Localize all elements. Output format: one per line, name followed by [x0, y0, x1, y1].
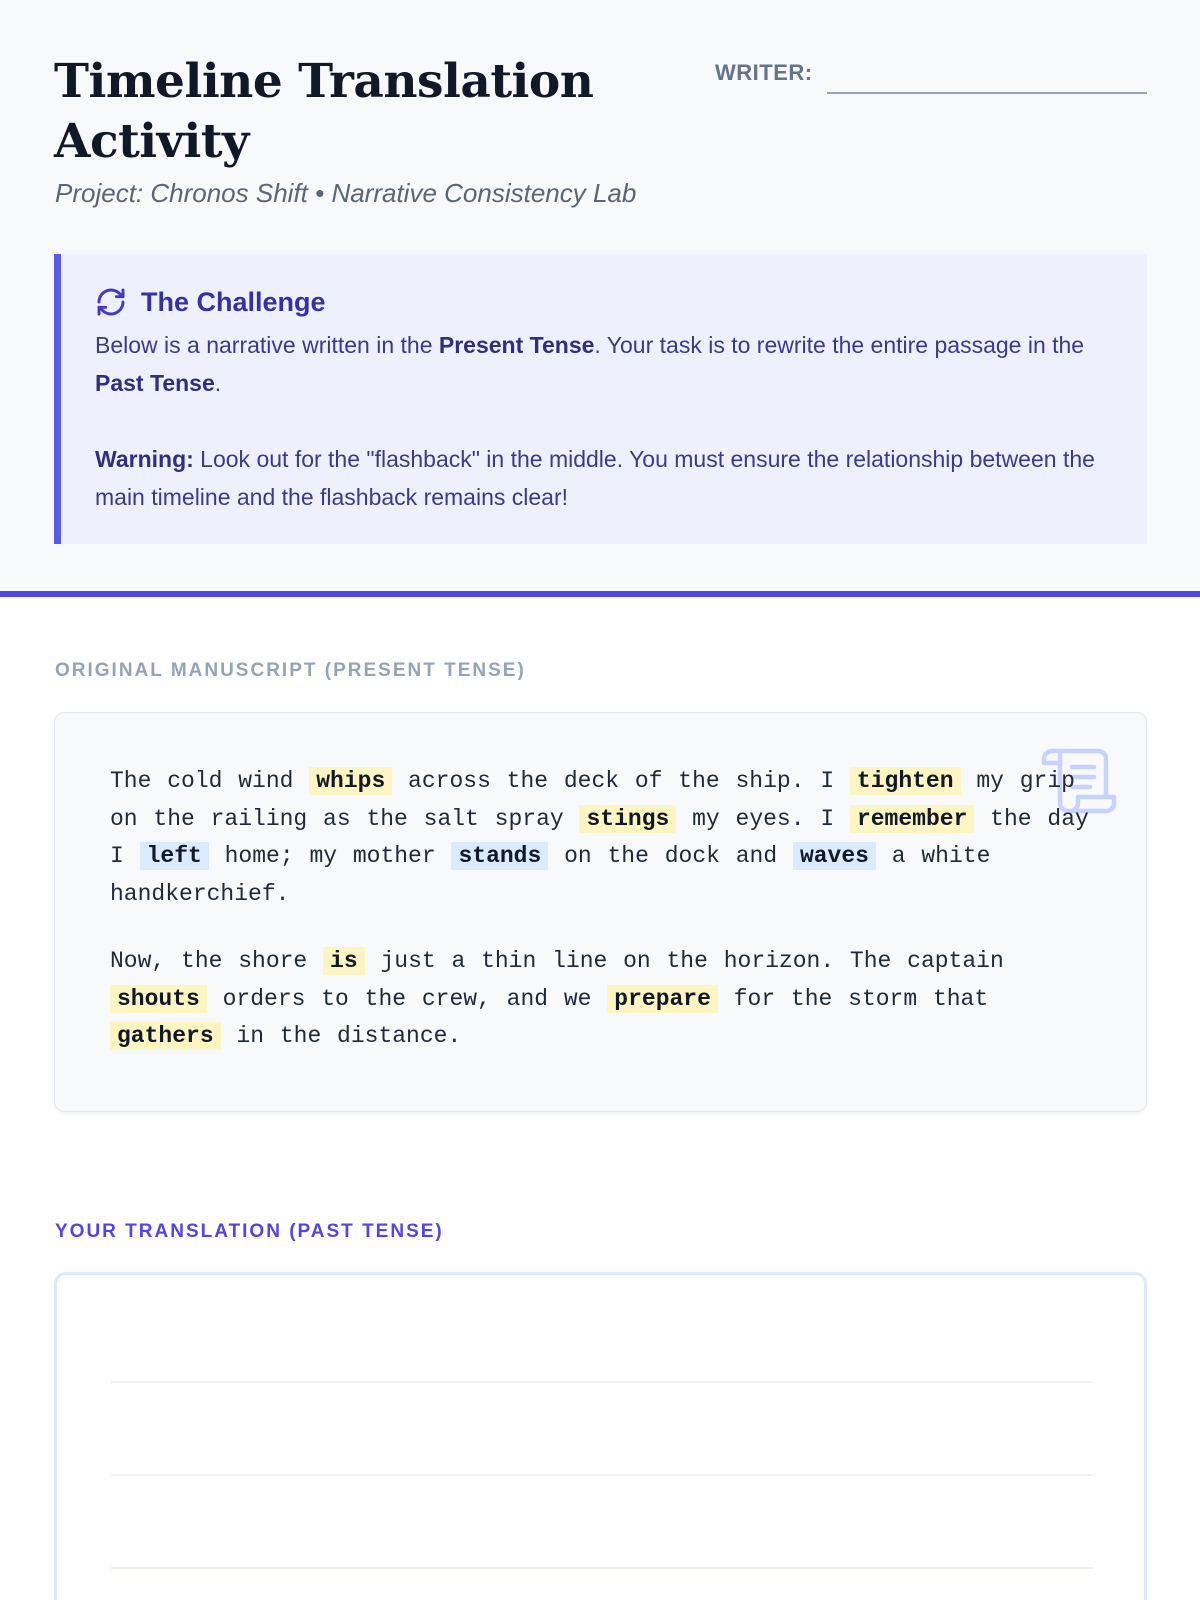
manuscript-text: the day I — [110, 805, 1089, 869]
challenge-warning — [95, 440, 1125, 516]
manuscript-text: orders to the crew, and we — [206, 985, 608, 1012]
original-section-label: ORIGINAL MANUSCRIPT (PRESENT TENSE) — [55, 660, 526, 681]
header-section — [0, 0, 1200, 597]
manuscript-text: The cold wind — [110, 768, 310, 794]
highlighted-verb: stings — [579, 805, 676, 833]
challenge-body — [95, 326, 1125, 516]
manuscript-paragraph-1 — [110, 763, 1090, 913]
highlighted-verb: gathers — [110, 1022, 221, 1050]
manuscript-text: just a thin line on the horizon. The captain — [364, 948, 1004, 974]
highlighted-verb: whips — [309, 767, 392, 795]
highlighted-verb: stands — [451, 842, 548, 870]
challenge-callout — [54, 254, 1147, 544]
writer-label: WRITER: — [715, 60, 813, 85]
intro-text: Below is a narrative written in the — [95, 332, 439, 358]
warning-text: Look out for the "flashback" in the middle. You must ensure the relationship between the main timeline and the flashback remains clear! — [95, 446, 1095, 510]
manuscript-text: Now, the shore — [110, 948, 324, 974]
challenge-header — [95, 286, 326, 318]
manuscript-text: my eyes. I — [676, 805, 850, 832]
page-title: Timeline Translation Activity — [54, 54, 594, 169]
highlighted-verb: remember — [850, 805, 974, 833]
manuscript-text: for the storm that — [717, 985, 989, 1012]
manuscript-text: on the dock and — [548, 843, 793, 869]
refresh-icon — [95, 286, 127, 318]
highlighted-verb: is — [323, 947, 365, 975]
highlighted-verb: tighten — [850, 767, 961, 795]
intro-text: . Your task is to rewrite the entire passage in the — [594, 332, 1085, 358]
manuscript-text: my grip on the railing as the salt spray — [110, 768, 1075, 832]
highlighted-verb: waves — [793, 842, 876, 870]
writing-line — [111, 1567, 1093, 1569]
manuscript-text: in the distance. — [220, 1023, 462, 1049]
highlighted-verb: prepare — [607, 985, 718, 1013]
present-tense-emphasis: Present Tense — [438, 332, 595, 358]
past-tense-emphasis: Past Tense — [95, 370, 215, 396]
intro-text: . — [214, 370, 222, 396]
challenge-intro — [95, 326, 1125, 402]
writer-name-field[interactable] — [827, 92, 1147, 94]
challenge-title: The Challenge — [141, 286, 326, 317]
original-manuscript-box — [54, 712, 1147, 1112]
manuscript-text: home; my mother — [208, 843, 452, 869]
manuscript-text: across the deck of the ship. I — [392, 768, 850, 794]
manuscript-text: a white handkerchief. — [110, 843, 991, 907]
translation-input-area[interactable] — [54, 1272, 1147, 1600]
highlighted-verb: shouts — [110, 985, 207, 1013]
page-subtitle: Project: Chronos Shift • Narrative Consistency Lab — [55, 178, 637, 208]
writing-line — [111, 1381, 1093, 1383]
highlighted-verb: left — [140, 842, 209, 870]
manuscript-paragraph-2 — [110, 943, 1090, 1056]
writing-line — [111, 1474, 1093, 1476]
translation-section-label: YOUR TRANSLATION (PAST TENSE) — [55, 1221, 444, 1242]
warning-label: Warning: — [95, 446, 194, 472]
